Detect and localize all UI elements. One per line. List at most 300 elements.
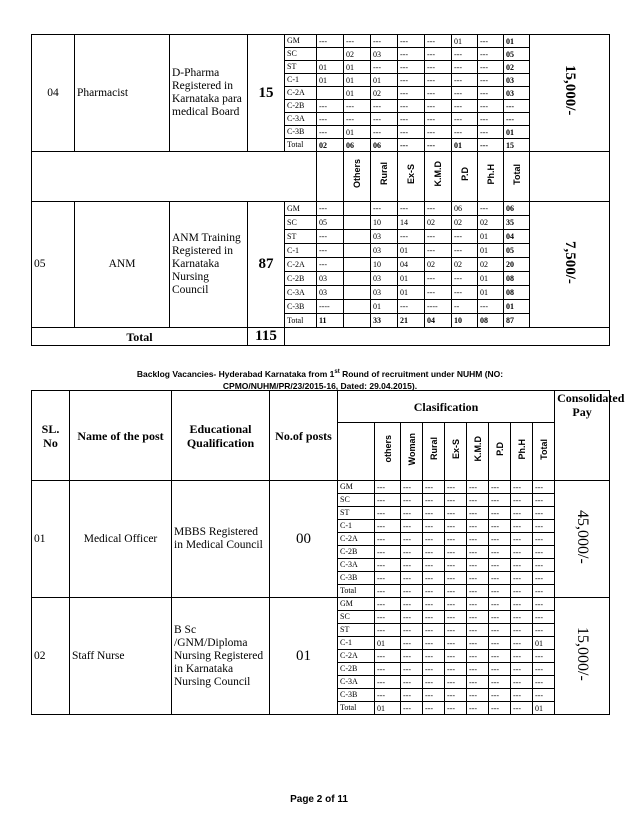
cell-value: --- [398,100,425,113]
cell-value: 02 [504,61,530,74]
cell-value: --- [317,244,344,258]
cell-value: --- [445,676,467,689]
cell-value: --- [489,481,511,494]
category-label: SC [285,216,317,230]
cell-value: --- [401,533,423,546]
cell-value: 01 [452,139,478,152]
cell-value [344,244,371,258]
cell-value: --- [425,100,452,113]
cell-value: --- [467,546,489,559]
cell-value: --- [511,507,533,520]
cell-value: --- [445,507,467,520]
cell-value: 06 [504,202,530,216]
cell-value: --- [401,611,423,624]
posts-count: 01 [270,598,338,715]
cell-value: --- [478,126,504,139]
cell-value: --- [401,494,423,507]
category-label: SC [338,494,375,507]
cell-value: 03 [371,272,398,286]
cell-value: --- [533,624,555,637]
cell-value: --- [511,572,533,585]
cell-value: --- [511,624,533,637]
cell-value: 01 [504,35,530,48]
column-header [489,423,511,481]
cell-value: 06 [371,139,398,152]
cell-value: --- [423,676,445,689]
qualification: B Sc /GNM/Diploma Nursing Registered in Karnataka Nursing Council [172,598,270,715]
cell-value: --- [401,585,423,598]
serial-number: 02 [32,598,70,715]
cell-value: --- [401,559,423,572]
cell-value: --- [401,689,423,702]
column-header-label: Rural [428,437,439,461]
column-header-label: Others [352,159,362,189]
column-header-label: Rural [379,162,389,186]
category-label: GM [338,481,375,494]
pay-amount: 15,000/- [562,65,578,116]
cell-value: --- [489,598,511,611]
cell-value: --- [423,702,445,715]
cell-value: --- [375,559,401,572]
column-header [445,423,467,481]
consolidated-pay [530,202,610,328]
cell-value: --- [511,533,533,546]
consolidated-pay [555,598,610,715]
posts-count: 00 [270,481,338,598]
cell-value: --- [401,650,423,663]
cell-value: --- [452,272,478,286]
total-label: Total [32,328,248,346]
category-label: C-3A [285,113,317,126]
column-header-label: Ph.H [516,438,527,460]
cell-value: 01 [344,87,371,100]
cell-value: --- [489,702,511,715]
cell-value [344,202,371,216]
cell-value: 04 [398,258,425,272]
post-name: Staff Nurse [70,598,172,715]
cell-value: --- [489,559,511,572]
cell-value: --- [401,637,423,650]
cell-value: --- [375,546,401,559]
pay-amount: 7,500/- [562,240,578,284]
cell-value: --- [423,546,445,559]
table-row [32,202,610,216]
cell-value: --- [533,676,555,689]
header-blank [530,152,610,202]
cell-value: --- [533,611,555,624]
cell-value: --- [445,533,467,546]
cell-value: 03 [371,286,398,300]
column-header-label: Woman [406,432,417,466]
column-header-label: Total [538,438,549,460]
cell-value: --- [398,230,425,244]
cell-value: 04 [504,230,530,244]
cell-value: 03 [371,244,398,258]
cell-value: --- [511,637,533,650]
cell-value: 02 [371,87,398,100]
cell-value: --- [504,113,530,126]
cell-value: --- [398,300,425,314]
cell-value: --- [452,113,478,126]
cell-value: --- [511,689,533,702]
cell-value: --- [317,100,344,113]
cell-value: --- [467,572,489,585]
cell-value: --- [423,611,445,624]
cell-value: --- [467,585,489,598]
cell-value: --- [533,559,555,572]
cell-value: --- [533,689,555,702]
column-header-row [32,152,610,202]
cell-value: --- [511,585,533,598]
header-classification: Clasification [338,391,555,423]
cell-value: --- [452,244,478,258]
cell-value: --- [371,113,398,126]
cell-value: --- [398,126,425,139]
cell-value: --- [478,100,504,113]
column-header-label: K.M.D [472,436,483,462]
column-header-label: P.D [494,442,505,456]
cell-value: 02 [452,258,478,272]
cell-value: --- [375,507,401,520]
cell-value: --- [467,494,489,507]
cell-value: --- [423,507,445,520]
cell-value: 01 [398,286,425,300]
cell-value: --- [467,650,489,663]
category-label: SC [338,611,375,624]
column-header-label: K.M.D [433,161,443,187]
cell-value: --- [445,520,467,533]
table-row [32,35,610,48]
cell-value: --- [375,494,401,507]
cell-value: 01 [344,126,371,139]
cell-value: --- [371,61,398,74]
cell-value: --- [423,559,445,572]
cell-value: --- [511,520,533,533]
header-qual: Educational Qualification [172,391,270,481]
cell-value: 01 [533,637,555,650]
cell-value: --- [401,481,423,494]
category-label: C-3B [285,300,317,314]
category-label: C-2A [285,258,317,272]
cell-value: --- [401,598,423,611]
column-header-label: Ex-S [406,163,416,184]
cell-value: --- [398,35,425,48]
cell-value: --- [425,126,452,139]
cell-value: --- [423,533,445,546]
column-header [371,152,398,202]
consolidated-pay [530,35,610,152]
cell-value: --- [489,585,511,598]
posts-count: 87 [248,202,285,328]
column-header [452,152,478,202]
cell-value: --- [467,702,489,715]
cell-value: --- [375,676,401,689]
cell-value [317,48,344,61]
cell-value: --- [478,202,504,216]
cell-value: --- [445,624,467,637]
cell-value: 02 [425,216,452,230]
category-label: ST [285,61,317,74]
cell-value: ---- [317,300,344,314]
cell-value: --- [401,546,423,559]
cell-value: 02 [452,216,478,230]
cell-value: --- [533,650,555,663]
cell-value: 21 [398,314,425,328]
cell-value: --- [425,244,452,258]
cell-value: --- [445,598,467,611]
cell-value: --- [423,494,445,507]
cell-value: --- [425,139,452,152]
cell-value: --- [478,48,504,61]
cell-value: 01 [344,74,371,87]
cell-value: 01 [398,272,425,286]
cell-value: --- [445,585,467,598]
column-header [478,152,504,202]
cell-value: --- [375,533,401,546]
pay-amount: 15,000/- [574,626,592,681]
cell-value: --- [398,48,425,61]
column-header [401,423,423,481]
category-label: C-3A [338,676,375,689]
cell-value: 01 [371,74,398,87]
cell-value: 10 [371,258,398,272]
cell-value: --- [425,202,452,216]
cell-value: --- [445,702,467,715]
cell-value: 03 [317,272,344,286]
header-blank [338,423,375,481]
cell-value: 01 [504,300,530,314]
category-label: C-3A [285,286,317,300]
qualification: MBBS Registered in Medical Council [172,481,270,598]
cell-value [344,300,371,314]
cell-value: --- [467,624,489,637]
cell-value: 08 [478,314,504,328]
pay-amount: 45,000/- [574,509,592,564]
header-row [32,391,610,423]
header-sl: SL. No [32,391,70,481]
cell-value: --- [401,624,423,637]
cell-value: 03 [371,230,398,244]
table-row [32,598,610,611]
cell-value: --- [467,533,489,546]
cell-value: 11 [317,314,344,328]
cell-value: --- [423,520,445,533]
cell-value: --- [375,585,401,598]
header-blank [317,152,344,202]
cell-value: --- [478,87,504,100]
cell-value: --- [423,650,445,663]
column-header-label: Ex-S [450,438,461,459]
cell-value: --- [401,507,423,520]
cell-value: 14 [398,216,425,230]
column-header [375,423,401,481]
serial-number: 05 [32,202,75,328]
cell-value: --- [478,74,504,87]
header-blank [32,152,317,202]
cell-value: 02 [478,258,504,272]
cell-value: --- [423,598,445,611]
posts-count: 15 [248,35,285,152]
cell-value: --- [445,611,467,624]
category-label: ST [338,624,375,637]
cell-value: --- [467,598,489,611]
category-label: C-3A [338,559,375,572]
category-label: GM [285,202,317,216]
cell-value: 04 [425,314,452,328]
cell-value: --- [371,126,398,139]
cell-value: --- [533,507,555,520]
cell-value: --- [533,585,555,598]
table-row [32,481,610,494]
category-label: C-1 [338,637,375,650]
column-header-label: Total [511,163,522,185]
cell-value: 01 [504,126,530,139]
serial-number: 04 [32,35,75,152]
cell-value: --- [425,286,452,300]
cell-value: --- [489,546,511,559]
cell-value: --- [375,611,401,624]
category-label: C-2B [338,663,375,676]
cell-value: --- [445,494,467,507]
cell-value: --- [445,572,467,585]
column-header [504,152,530,202]
grand-total-row [32,328,610,346]
cell-value: --- [467,559,489,572]
cell-value: --- [423,624,445,637]
cell-value: --- [452,230,478,244]
cell-value: 03 [317,286,344,300]
total-empty [285,328,610,346]
cell-value [317,87,344,100]
category-label: C-2A [285,87,317,100]
cell-value: -- [452,300,478,314]
cell-value: 01 [317,61,344,74]
cell-value: --- [423,689,445,702]
cell-value: --- [375,689,401,702]
cell-value: --- [317,230,344,244]
cell-value: --- [371,35,398,48]
cell-value: 33 [371,314,398,328]
cell-value: --- [467,481,489,494]
cell-value: --- [375,481,401,494]
column-header [511,423,533,481]
cell-value: 02 [425,258,452,272]
cell-value: --- [425,272,452,286]
cell-value: --- [467,663,489,676]
cell-value: --- [452,87,478,100]
cell-value: --- [511,611,533,624]
post-name: Medical Officer [70,481,172,598]
column-header [398,152,425,202]
cell-value: --- [401,572,423,585]
cell-value: 01 [371,300,398,314]
cell-value: 03 [504,87,530,100]
category-label: C-3B [338,689,375,702]
total-value: 115 [248,328,285,346]
category-label: ST [285,230,317,244]
cell-value: --- [511,598,533,611]
cell-value: --- [452,100,478,113]
cell-value: --- [504,100,530,113]
cell-value: --- [375,598,401,611]
column-header-label: Ph.H [485,163,496,185]
cell-value: --- [452,74,478,87]
cell-value: --- [423,481,445,494]
category-label: C-1 [285,74,317,87]
cell-value: --- [425,113,452,126]
cell-value [344,230,371,244]
cell-value: --- [423,585,445,598]
cell-value: 06 [344,139,371,152]
cell-value: --- [317,113,344,126]
category-label: C-1 [285,244,317,258]
category-label: GM [285,35,317,48]
cell-value: --- [478,139,504,152]
cell-value: 10 [371,216,398,230]
cell-value: 01 [317,74,344,87]
cell-value: --- [401,663,423,676]
category-label: C-2A [338,533,375,546]
cell-value: --- [533,520,555,533]
cell-value: --- [489,676,511,689]
cell-value: 05 [504,48,530,61]
page-number: Page 2 of 11 [290,794,348,805]
cell-value: --- [511,546,533,559]
cell-value: 06 [452,202,478,216]
cell-value: --- [452,48,478,61]
cell-value: --- [398,139,425,152]
cell-value: --- [425,74,452,87]
cell-value: --- [445,637,467,650]
cell-value: --- [489,494,511,507]
cell-value: --- [423,637,445,650]
category-label: ST [338,507,375,520]
cell-value: 01 [375,702,401,715]
cell-value: 08 [504,272,530,286]
cell-value: --- [533,533,555,546]
cell-value: --- [489,611,511,624]
cell-value: 87 [504,314,530,328]
cell-value: --- [401,520,423,533]
cell-value: --- [445,559,467,572]
cell-value: --- [398,87,425,100]
cell-value: --- [425,230,452,244]
column-header [467,423,489,481]
cell-value: --- [425,48,452,61]
cell-value: --- [489,572,511,585]
cell-value: --- [398,61,425,74]
header-posts: No.of posts [270,391,338,481]
cell-value: --- [489,689,511,702]
cell-value: --- [445,663,467,676]
cell-value: --- [467,507,489,520]
cell-value: --- [478,35,504,48]
cell-value: --- [478,300,504,314]
cell-value: 01 [478,244,504,258]
cell-value: --- [489,507,511,520]
cell-value: --- [511,702,533,715]
cell-value: --- [533,572,555,585]
column-header [423,423,445,481]
header-pay: Consolidated Pay [555,391,610,481]
column-header [533,423,555,481]
cell-value: --- [423,572,445,585]
cell-value: 02 [317,139,344,152]
cell-value: --- [533,494,555,507]
cell-value: --- [371,100,398,113]
cell-value: --- [375,572,401,585]
category-label: SC [285,48,317,61]
